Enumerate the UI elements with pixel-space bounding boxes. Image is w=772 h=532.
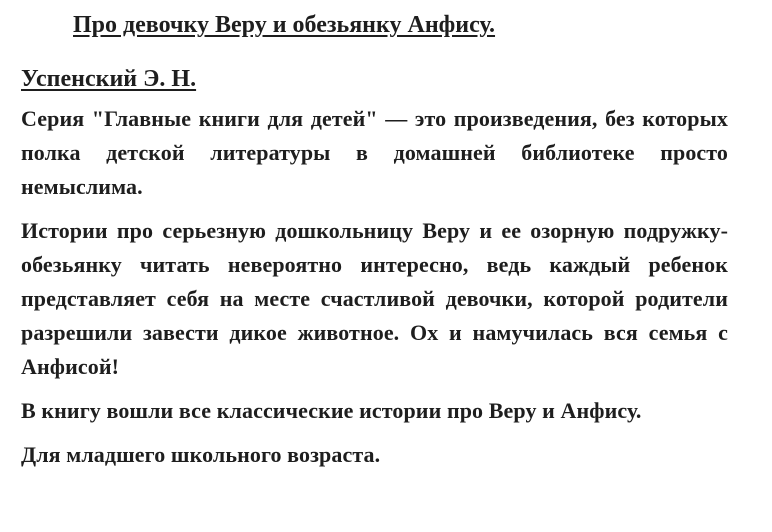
age-recommendation: Для младшего школьного возраста. xyxy=(21,442,381,467)
description-paragraph-1: Серия "Главные книги для детей" — это произведения, без которых полка детской литературы в домашней библиотеке просто немыслима. xyxy=(21,106,728,199)
book-author: Успенский Э. Н. xyxy=(21,66,197,92)
description-paragraph-2: Истории про серьезную дошкольницу Веру и ее озорную подружку-обезьянку читать невероятно интересно, ведь каждый ребенок представляет себя на месте счастливой девочки, которой родители разрешили завести дикое животное. Ох и намучилась вся семья с Анфисой! xyxy=(21,218,728,379)
book-title: Про девочку Веру и обезьянку Анфису. xyxy=(73,12,496,38)
description-paragraph-3: В книгу вошли все классические истории про Веру и Анфису. xyxy=(21,398,642,423)
